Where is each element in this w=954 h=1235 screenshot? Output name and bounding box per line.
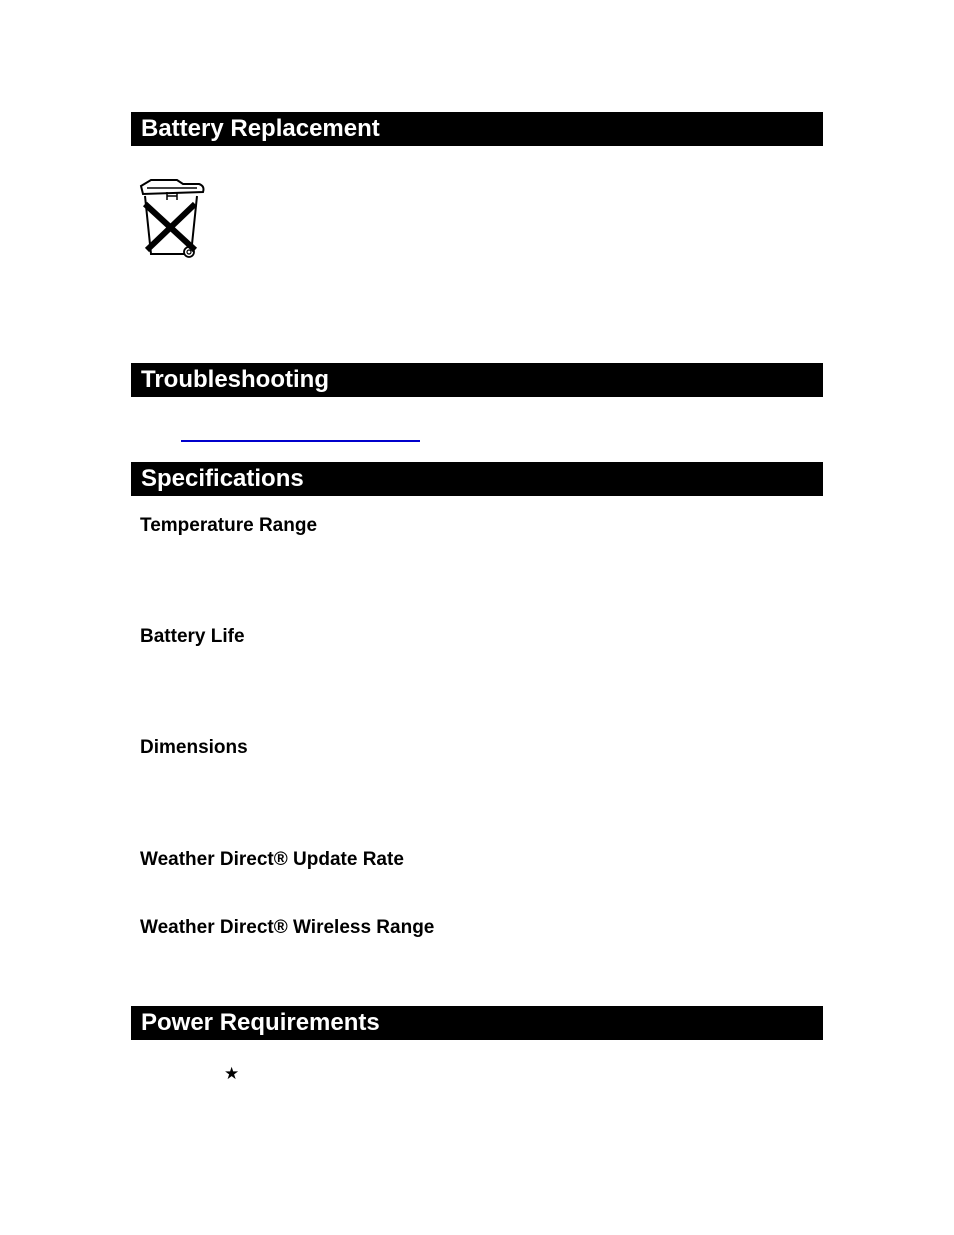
spec-label-wireless-range: Weather Direct® Wireless Range: [140, 917, 435, 938]
section-header-battery-replacement: Battery Replacement: [131, 112, 823, 146]
section-header-specifications: Specifications: [131, 462, 823, 496]
spec-label-battery-life: Battery Life: [140, 626, 245, 647]
link-underline[interactable]: [181, 440, 420, 442]
section-header-power-requirements: Power Requirements: [131, 1006, 823, 1040]
section-header-troubleshooting: Troubleshooting: [131, 363, 823, 397]
spec-label-update-rate: Weather Direct® Update Rate: [140, 849, 404, 870]
spec-label-temperature-range: Temperature Range: [140, 515, 318, 536]
spec-label-dimensions: Dimensions: [140, 737, 248, 758]
crossed-out-wheelie-bin-icon: [137, 176, 209, 262]
star-icon: ★: [224, 1064, 240, 1083]
